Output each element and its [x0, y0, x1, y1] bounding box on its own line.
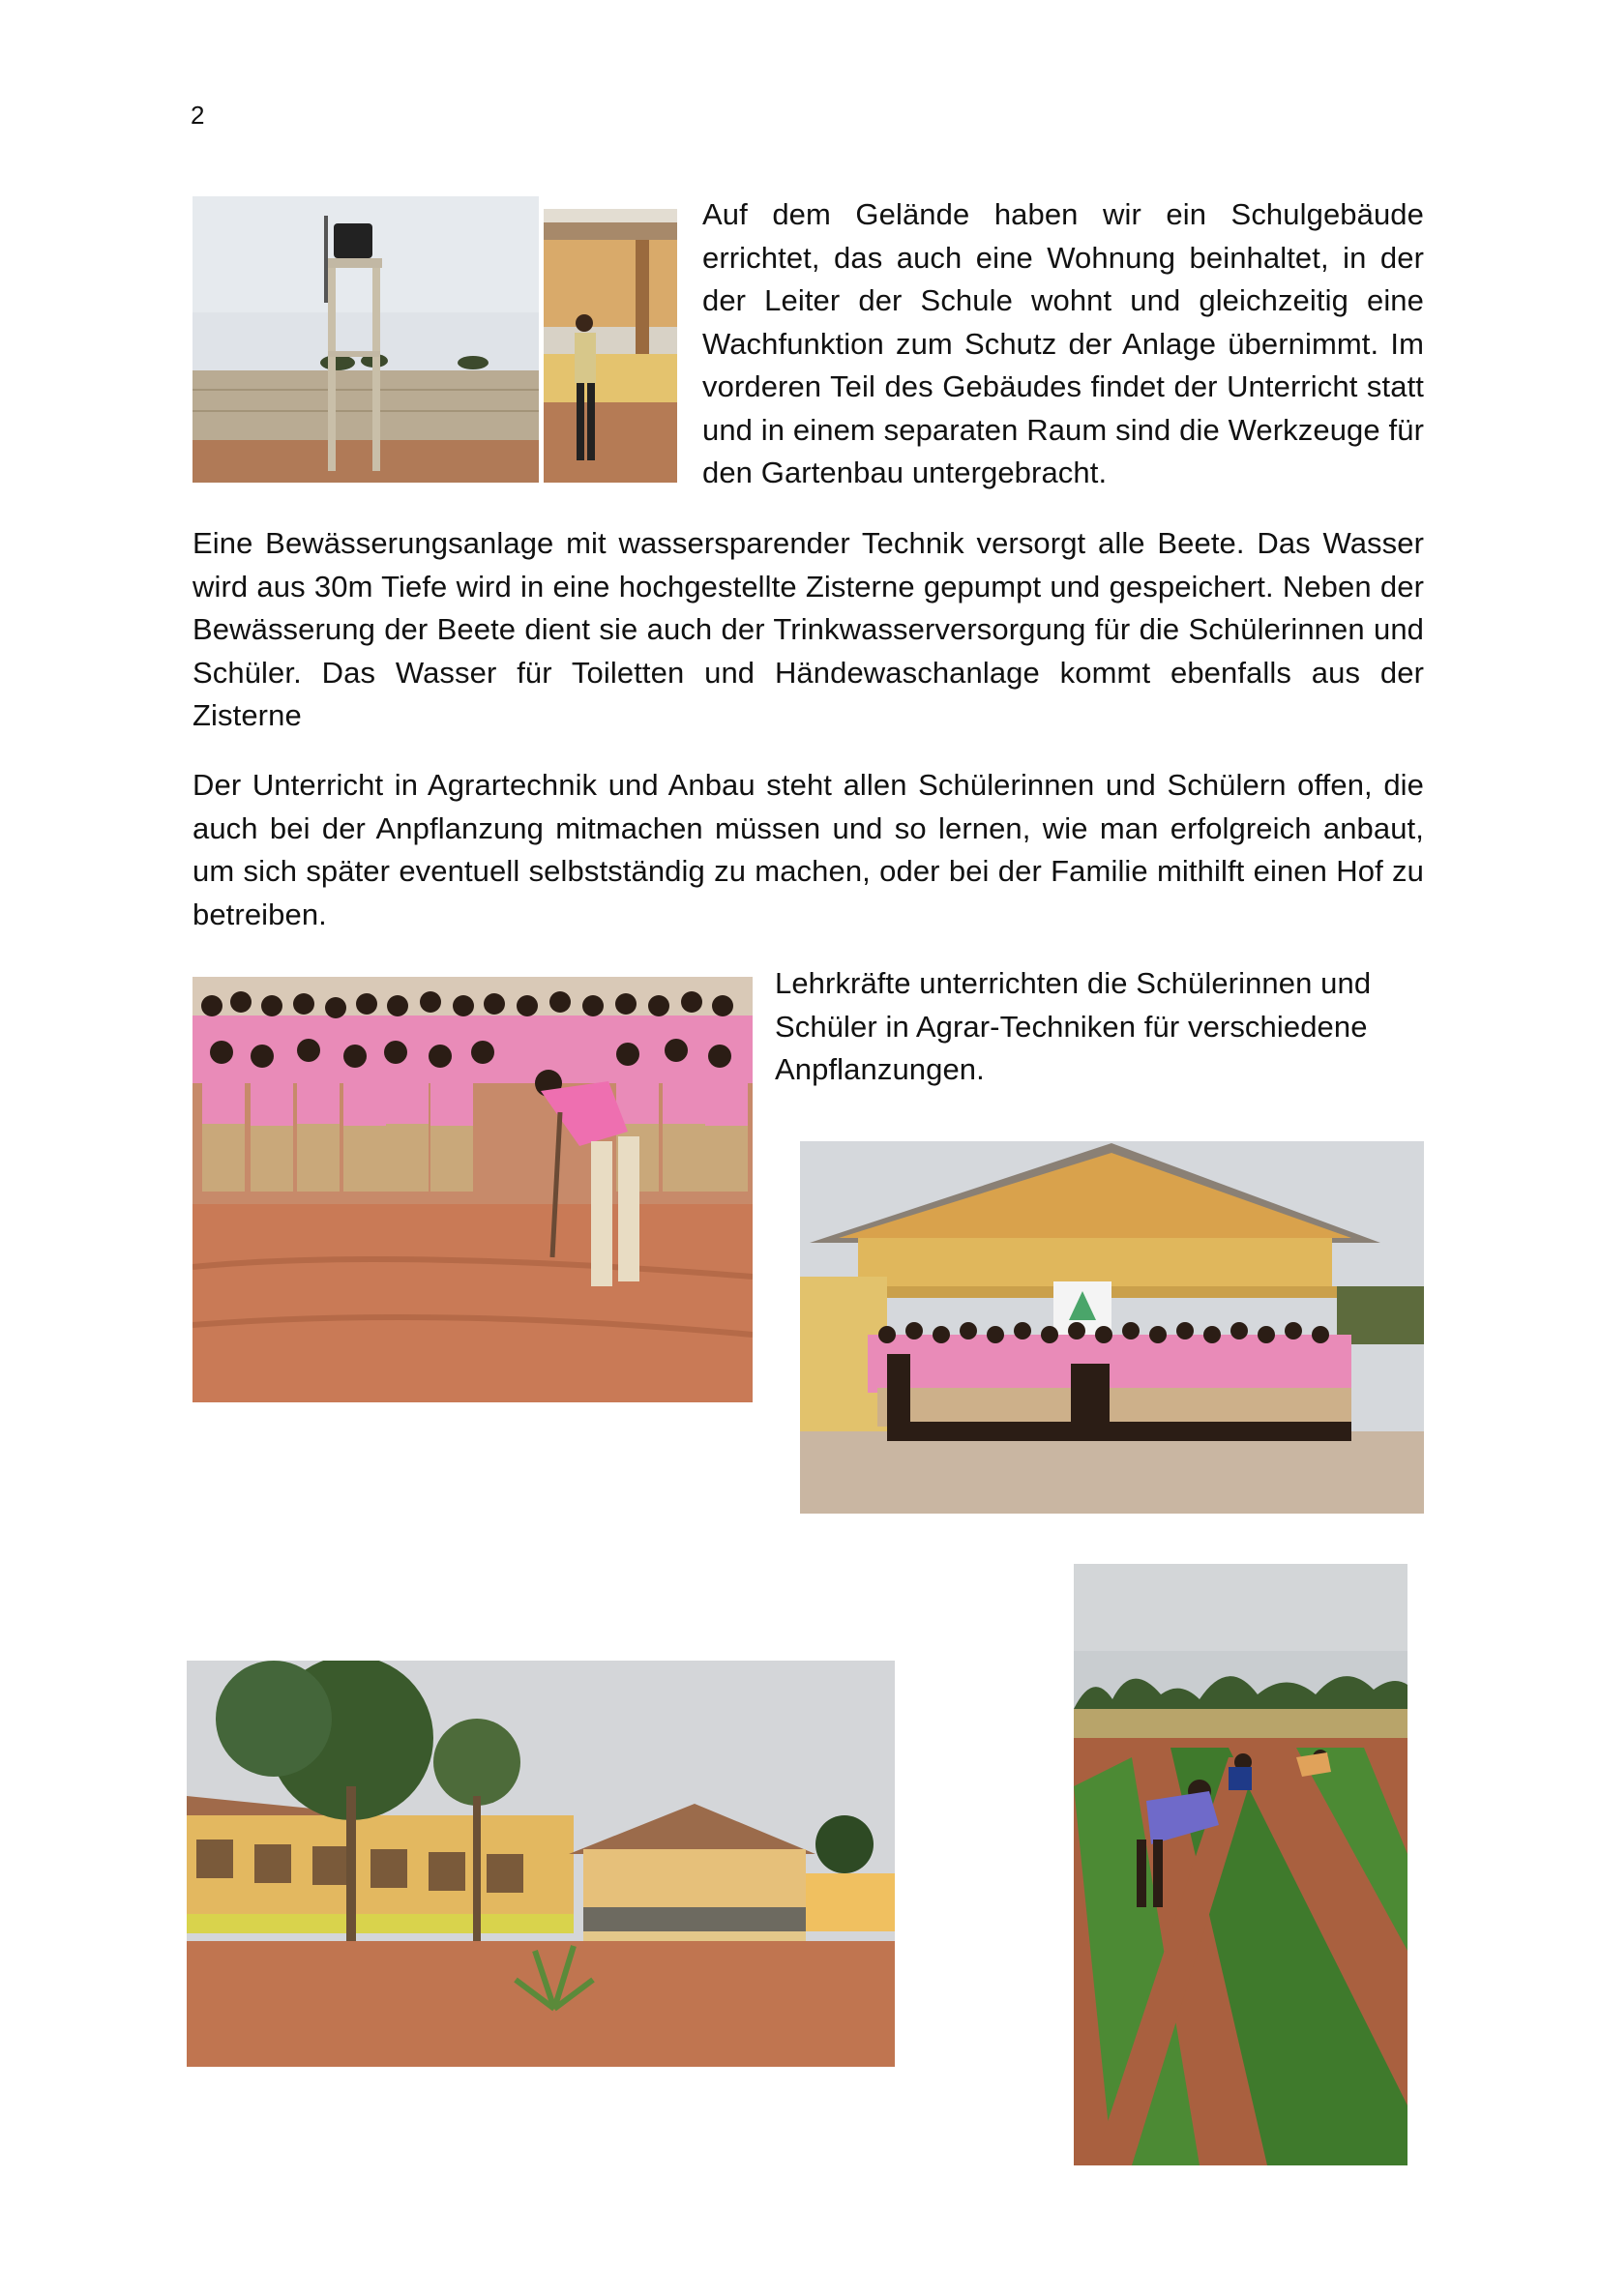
paragraph-agriculture-lessons: Der Unterricht in Agrartechnik und Anbau steht allen Schülerinnen und Schülern offen, die auch bei der Anpflanzung mitmachen müssen und so lernen, wie man erfolgreich anbaut, um sich später eventuell selbstständig zu machen, oder bei der Familie mithilft einen Hof zu betreiben. [193, 768, 1424, 931]
photo-students-planting [193, 977, 753, 1402]
photo-water-tower [193, 196, 539, 483]
paragraph-irrigation: Eine Bewässerungsanlage mit wassersparender Technik versorgt alle Beete. Das Wasser wird aus 30m Tiefe wird in eine hochgestellte Zisterne gepumpt und gespeichert. Neben der Bewässerung der Beete dient sie auch der Trinkwasserversorgung für die Schülerinnen und Schüler. Das Wasser für Toiletten und Händewaschanlage kommt ebenfalls aus der Zisterne [193, 526, 1424, 732]
photo-garden-field [1074, 1564, 1407, 2165]
photo-group-at-pavilion [800, 1141, 1424, 1514]
paragraph-school-building: Auf dem Gelände haben wir ein Schulgebäude errichtet, das auch eine Wohnung beinhaltet, in der der Leiter der Schule wohnt und gleichzeitig eine Wachfunktion zum Schutz der Anlage übernimmt. Im vorderen Teil des Gebäudes findet der Unterricht statt und in einem separaten Raum sind die Werkzeuge für den Gartenbau untergebracht. [702, 197, 1424, 489]
photo-man-at-building [544, 209, 677, 483]
paragraph-teachers: Lehrkräfte unterrichten die Schülerinnen und Schüler in Agrar-Techniken für verschiedene Anpflanzungen. [775, 966, 1372, 1086]
photo-school-campus [187, 1661, 895, 2067]
page-number: 2 [191, 101, 205, 130]
